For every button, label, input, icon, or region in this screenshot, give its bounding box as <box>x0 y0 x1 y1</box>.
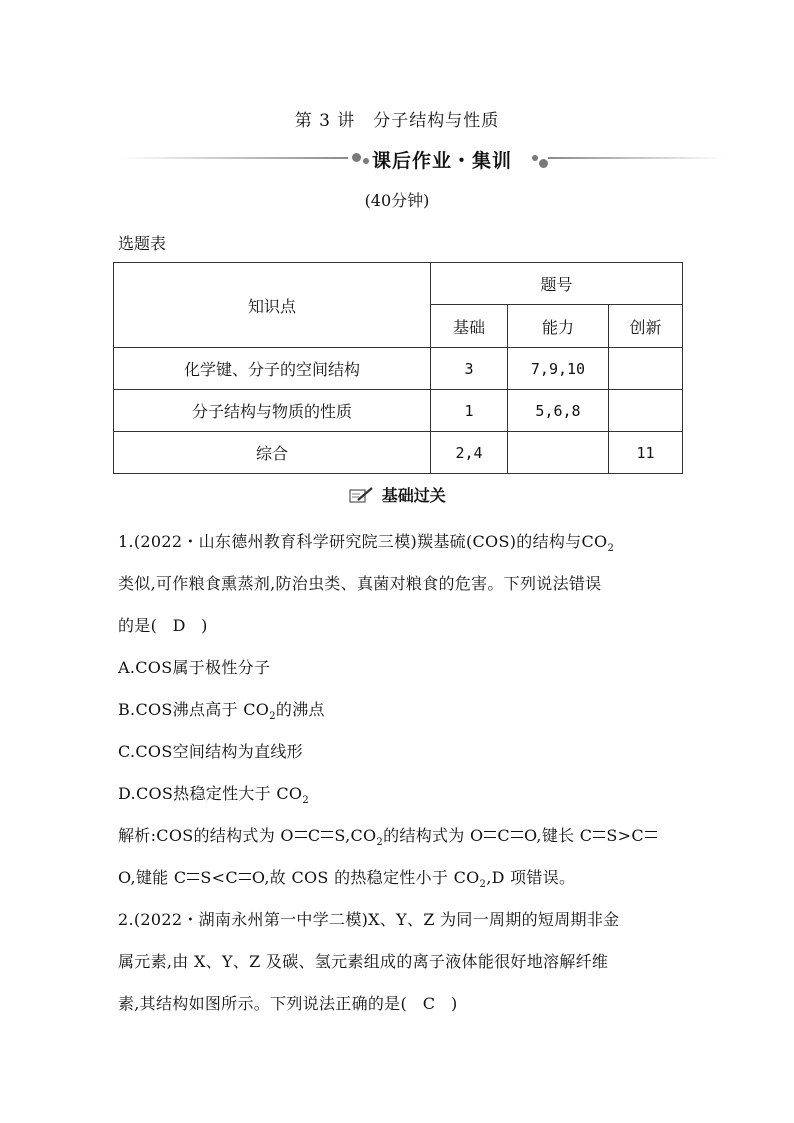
banner-dot <box>539 159 548 168</box>
question-selection-table <box>113 262 683 474</box>
table-row <box>114 390 683 432</box>
row-ability: 7,9,10 <box>508 348 609 390</box>
row-innovation <box>609 390 683 432</box>
table-row <box>114 432 683 474</box>
double-bond <box>239 873 251 880</box>
row-topic: 化学键、分子的空间结构 <box>114 348 431 390</box>
row-ability: 5,6,8 <box>508 390 609 432</box>
banner-left-line <box>120 157 348 159</box>
double-bond <box>511 831 523 838</box>
header-knowledge: 知识点 <box>114 263 431 348</box>
row-basic: 3 <box>431 348 508 390</box>
q2-answer: C <box>422 994 436 1013</box>
table-row <box>114 348 683 390</box>
row-topic: 分子结构与物质的性质 <box>114 390 431 432</box>
lesson-title: 第 3 讲 分子结构与性质 <box>294 111 500 131</box>
homework-banner <box>120 146 725 170</box>
q2-line-2: 属元素,由 X、Y、Z 及碳、氢元素组成的离子液体能很好地溶解纤维 <box>118 952 609 971</box>
double-bond <box>295 831 307 838</box>
table-caption: 选题表 <box>118 234 167 253</box>
q2-line-1: 2.(2022・湖南永州第一中学二模)X、Y、Z 为同一周期的短周期非金 <box>118 910 620 929</box>
q1-answer: D <box>172 616 186 635</box>
q2-line-3: 素,其结构如图所示。下列说法正确的是( C ) <box>118 994 458 1013</box>
row-basic: 2,4 <box>431 432 508 474</box>
banner-dot <box>363 158 369 164</box>
header-ability: 能力 <box>508 305 609 348</box>
banner-right-line <box>548 157 725 159</box>
row-ability <box>508 432 609 474</box>
q1-line-2: 类似,可作粮食熏蒸剂,防治虫类、真菌对粮食的危害。下列说法错误 <box>118 574 602 593</box>
q1-option-c: C.COS空间结构为直线形 <box>118 742 303 761</box>
q1-analysis-line-1: 解析:COS的结构式为 O C $S,CO_2$的结构式为 O C O,键长 C S>C <box>118 823 658 848</box>
header-number: 题号 <box>431 263 683 305</box>
double-bond <box>187 873 199 880</box>
double-bond <box>484 831 496 838</box>
row-topic: 综合 <box>114 432 431 474</box>
section-heading-text: 基础过关 <box>381 486 446 505</box>
q1-option-b: B.COS沸点高于 $CO_2$的沸点 <box>118 700 325 723</box>
double-bond <box>593 831 605 838</box>
q1-option-a: A.COS属于极性分子 <box>118 658 271 677</box>
row-basic: 1 <box>431 390 508 432</box>
banner-dot <box>352 153 361 162</box>
section-heading <box>0 483 794 506</box>
double-bond <box>645 831 657 838</box>
row-innovation: 11 <box>609 432 683 474</box>
header-basic: 基础 <box>431 305 508 348</box>
header-innovation: 创新 <box>609 305 683 348</box>
time-note: (40分钟) <box>364 191 430 210</box>
row-innovation <box>609 348 683 390</box>
q1-line-3: 的是( D ) <box>118 616 208 635</box>
q1-option-d: D.COS热稳定性大于 $CO_2$ <box>118 784 309 807</box>
q1-analysis-line-2: O,键能 C S<C O,故 COS 的热稳定性小于 $CO_2,D$ 项错误。 <box>118 868 576 891</box>
double-bond <box>321 831 333 838</box>
banner-title: 课后作业・集训 <box>372 150 513 172</box>
banner-dot <box>532 155 538 161</box>
pencil-note-icon <box>348 486 374 504</box>
q1-line-1: 1.(2022・山东德州教育科学研究院三模)羰基硫(COS)的结构与$CO_2$ <box>118 532 615 555</box>
